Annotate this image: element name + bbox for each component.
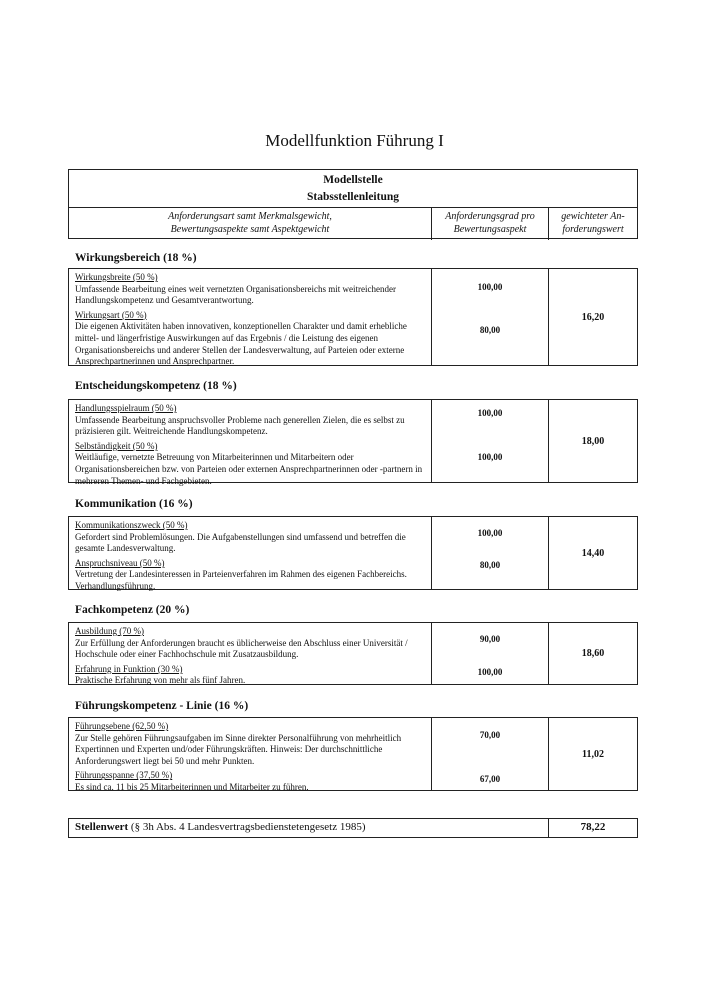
aspect-value: 100,00	[477, 408, 503, 418]
weighted-value: 11,02	[582, 748, 604, 760]
weighted-value: 18,00	[581, 435, 605, 447]
section-row	[69, 269, 637, 365]
section-row	[69, 517, 637, 589]
aspect-label: Führungsebene (62,50 %)	[75, 721, 169, 731]
aspect-descriptions	[69, 623, 432, 684]
column-header-3	[549, 208, 637, 240]
section-table	[68, 268, 638, 366]
section-table	[68, 717, 638, 791]
page-title: Modellfunktion Führung I	[265, 131, 444, 150]
aspect	[75, 664, 425, 687]
total-label-text: Stellenwert	[75, 821, 129, 833]
total-label	[69, 819, 549, 837]
header-line-2: Stabsstellenleitung	[306, 191, 399, 203]
aspect-value: 80,00	[479, 325, 501, 335]
aspect-label: Selbständigkeit (50 %)	[75, 440, 158, 451]
aspect	[75, 310, 425, 368]
column-header-2-line-1: Anforderungsgrad pro	[445, 211, 535, 222]
section-title: Entscheidungskompetenz (18 %)	[75, 380, 237, 392]
column-header-1-line-2: Bewertungsaspekte samt Aspektgewicht	[170, 223, 330, 235]
section-title: Wirkungsbereich (18 %)	[75, 252, 197, 264]
aspect-value: 100,00	[477, 282, 503, 292]
weighted-value: 18,60	[581, 648, 605, 659]
section-row	[69, 623, 637, 684]
column-header-2	[432, 208, 549, 240]
aspect	[75, 272, 425, 307]
aspect-value: 100,00	[477, 452, 503, 462]
aspect-text: Zur Erfüllung der Anforderungen braucht es üblicherweise den Abschluss einer Universität / Hochschule oder einer Fachhochschule mit Zusatzausbildung.	[75, 637, 408, 660]
aspect-text: Umfassende Bearbeitung eines weit vernetzten Organisationsbereichs mit weitreichender Handlungskompetenz und Gesamtverantwortung.	[75, 283, 396, 306]
aspect-descriptions	[69, 718, 432, 790]
aspect-value: 100,00	[477, 528, 503, 538]
aspect	[75, 770, 425, 793]
aspect-values	[432, 623, 549, 684]
total-value: 78,22	[580, 821, 606, 833]
aspect-values	[432, 517, 549, 589]
aspect-value: 90,00	[479, 634, 501, 644]
weighted-value: 16,20	[581, 311, 605, 323]
aspect-value: 70,00	[479, 730, 501, 740]
aspect	[75, 626, 425, 661]
aspect-values	[432, 269, 549, 365]
section-title: Führungskompetenz - Linie (16 %)	[75, 700, 249, 712]
aspect-values	[432, 718, 549, 790]
aspect-values	[432, 400, 549, 482]
section-row	[69, 400, 637, 486]
aspect	[75, 721, 425, 767]
section-table	[68, 622, 638, 685]
aspect-text: Zur Stelle gehören Führungsaufgaben im Sinne direkter Personalführung von mehrheitlich Expertinnen und Experten und/oder Führungskräften. Hinweis: Der durchschnittliche Anforderungswert liegt bei 50 und mehr Punkten.	[75, 732, 402, 766]
column-header-3-line-2: forderungswert	[562, 223, 624, 235]
column-header-1	[69, 208, 432, 240]
weighted-value: 14,40	[581, 547, 605, 559]
aspect-label: Erfahrung in Funktion (30 %)	[75, 663, 183, 674]
aspect	[75, 441, 425, 487]
aspect-text: Praktische Erfahrung von mehr als fünf Jahren.	[75, 675, 246, 686]
aspect-label: Handlungsspielraum (50 %)	[75, 403, 177, 413]
section-row	[69, 718, 637, 790]
aspect-descriptions	[69, 400, 432, 486]
section-table	[68, 399, 638, 486]
aspect	[75, 520, 425, 555]
aspect-text: Weitläufige, vernetzte Betreuung von Mitarbeiterinnen und Mitarbeitern oder Organisationsbereichen bzw. von Parteien oder externen Ansprechpartnerinnen oder -partnern in mehreren Themen- und Fachgebieten.	[75, 452, 423, 486]
section-title: Kommunikation (16 %)	[75, 498, 193, 510]
aspect-text: Die eigenen Aktivitäten haben innovativen, konzeptionellen Charakter und damit erhebliche mittel- und längerfristige Auswirkungen auf das Ergebnis / die Leistung des eigenen Organisationsbereichs und anderer Stellen der Landesverwaltung, auf Parteien oder externe Ansprechpartnerinnen und Ansprechpartner.	[75, 321, 407, 367]
aspect	[75, 558, 425, 593]
header-table	[68, 169, 638, 239]
aspect-value: 100,00	[477, 667, 503, 677]
aspect-text: Gefordert sind Problemlösungen. Die Aufgabenstellungen sind umfassend und betreffen die gesamte Landesverwaltung.	[75, 531, 406, 554]
column-header-2-line-2: Bewertungsaspekt	[453, 223, 527, 235]
column-header-3-line-1: gewichteter An-	[561, 211, 625, 222]
aspect-label: Kommunikationszweck (50 %)	[75, 520, 188, 530]
column-headers	[69, 208, 637, 240]
aspect	[75, 403, 425, 438]
aspect-label: Wirkungsart (50 %)	[75, 309, 147, 320]
total-row	[68, 818, 638, 838]
aspect-label: Führungsspanne (37,50 %)	[75, 770, 173, 781]
section-title: Fachkompetenz (20 %)	[75, 604, 190, 616]
aspect-value: 67,00	[479, 774, 501, 784]
aspect-descriptions	[69, 269, 432, 365]
aspect-descriptions	[69, 517, 432, 589]
aspect-text: Vertretung der Landesinteressen in Parteienverfahren im Rahmen des eigenen Fachbereichs. Verhandlungsführung.	[75, 569, 407, 591]
aspect-label: Wirkungsbreite (50 %)	[75, 272, 158, 282]
aspect-label: Ausbildung (70 %)	[75, 626, 144, 636]
aspect-label: Anspruchsniveau (50 %)	[75, 557, 165, 568]
aspect-text: Es sind ca. 11 bis 25 Mitarbeiterinnen und Mitarbeiter zu führen.	[75, 781, 309, 792]
total-label-rest: (§ 3h Abs. 4 Landesvertragsbedienstetengesetz 1985)	[128, 821, 366, 833]
column-header-1-line-1: Anforderungsart samt Merkmalsgewicht,	[168, 211, 332, 222]
aspect-value: 80,00	[479, 560, 501, 570]
header-title-block	[69, 170, 637, 208]
aspect-text: Umfassende Bearbeitung anspruchsvoller Probleme nach generellen Zielen, die es selbst zu präzisieren gilt. Weitreichende Handlungskompetenz.	[75, 414, 405, 437]
section-table	[68, 516, 638, 590]
header-line-1: Modellstelle	[323, 174, 383, 186]
